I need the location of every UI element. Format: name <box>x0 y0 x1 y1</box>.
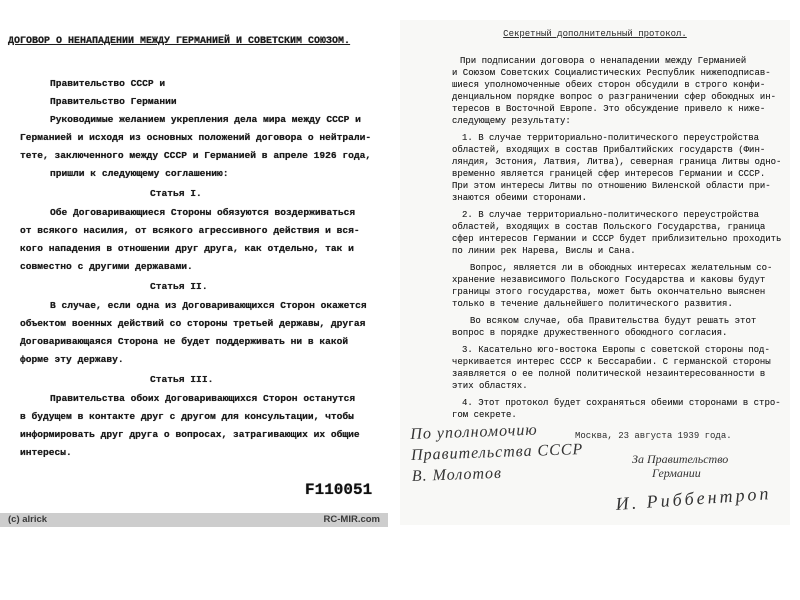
protocol-paragraph <box>400 263 790 311</box>
article-line: объектом военных действий со стороны третьей державы, другая <box>20 318 366 329</box>
germany-signature-line: За Правительство <box>632 452 729 466</box>
article-line: в будущем в контакте друг с другом для консультации, чтобы <box>20 411 354 422</box>
protocol-line: хранение независимого Польского Государства и каковы будут <box>452 275 766 285</box>
protocol-line: Вопрос, является ли в обоюдных интересах желательным со- <box>470 263 773 273</box>
article-line: В случае, если одна из Договаривающихся Сторон окажется <box>50 300 367 311</box>
preamble-line: Руководимые желанием укрепления дела мира между СССР и <box>50 114 361 125</box>
protocol-line: временно является границей сфер интересов Германии и СССР. <box>452 169 766 179</box>
protocol-line: 1. В случае территориально-политического переустройства <box>462 133 760 143</box>
protocol-paragraph <box>400 345 790 393</box>
ussr-signature <box>410 418 584 487</box>
party-line: Правительство СССР и <box>50 78 166 89</box>
protocol-line: по линии рек Нарева, Вислы и Сана. <box>452 246 636 256</box>
image-credit-bar <box>0 513 388 527</box>
article-heading: Статья III. <box>150 374 214 385</box>
protocol-paragraph <box>400 133 790 205</box>
protocol-line: При этом интересы Литвы по отношению Виленской области при- <box>452 181 771 191</box>
protocol-line: гом секрете. <box>452 410 517 420</box>
preamble-line: пришли к следующему соглашению: <box>50 168 229 179</box>
protocol-line: денциальном порядке вопрос о разграничении сфер обоюдных ин- <box>452 92 777 102</box>
protocol-line: 4. Этот протокол будет сохраняться обеими сторонами в стро- <box>462 398 781 408</box>
protocol-line: ляндия, Эстония, Латвия, Литва), северная граница Литвы одно- <box>452 157 782 167</box>
protocol-line: следующему результату: <box>452 116 571 126</box>
article-line: форме эту державу. <box>20 354 124 365</box>
article-heading: Статья I. <box>150 188 202 199</box>
signature-line: По уполномочию <box>410 421 538 443</box>
signature-line: В. Молотов <box>411 464 503 485</box>
protocol-paragraph <box>400 210 790 258</box>
protocol-paragraph <box>400 56 790 128</box>
protocol-line: только в течение дальнейшего политического развития. <box>452 299 733 309</box>
signature-line: Правительства СССР <box>410 440 584 464</box>
treaty-title: ДОГОВОР О НЕНАПАДЕНИИ МЕЖДУ ГЕРМАНИЕЙ И СОВЕТСКИМ СОЮЗОМ. <box>8 36 351 47</box>
protocol-title: Секретный дополнительный протокол. <box>503 29 687 39</box>
protocol-line: 3. Касательно юго-востока Европы с советской стороны под- <box>462 345 770 355</box>
treaty-body <box>0 78 388 465</box>
secret-protocol-page-scan <box>400 20 790 525</box>
article-line: от всякого насилия, от всякого агрессивного действия и вся- <box>20 225 360 236</box>
preamble-line: тете, заключенного между СССР и Германией в апреле 1926 года, <box>20 150 372 161</box>
protocol-line: знаются обеими сторонами. <box>452 193 588 203</box>
protocol-line: и Союзом Советских Социалистических Республик нижеподписав- <box>452 68 771 78</box>
article-line: информировать друг друга о вопросах, затрагивающих их общие <box>20 429 360 440</box>
protocol-line: границы этого государства, может быть окончательно выяснен <box>452 287 766 297</box>
protocol-line: вопрос в порядке дружественного обоюдного согласия. <box>452 328 728 338</box>
protocol-line: этих областях. <box>452 381 528 391</box>
protocol-line: областей, входящих в состав Прибалтийских государств (Фин- <box>452 145 766 155</box>
protocol-line: 2. В случае территориально-политического переустройства <box>462 210 760 220</box>
protocol-line: шиеся уполномоченные обеих сторон обсудили в строго конфи- <box>452 80 766 90</box>
protocol-paragraph <box>400 316 790 340</box>
protocol-line: черкивается интерес СССР к Бессарабии. С германской стороны <box>452 357 771 367</box>
germany-signature: И. Риббентроп <box>615 483 773 514</box>
preamble-line: Германией и исходя из основных положений договора о нейтрали- <box>20 132 372 143</box>
party-line: Правительство Германии <box>50 96 177 107</box>
protocol-line: областей, входящих в состав Польского Государства, граница <box>452 222 766 232</box>
protocol-line: заявляется о ее полной политической незаинтересованности в <box>452 369 766 379</box>
article-line: совместно с другими державами. <box>20 261 193 272</box>
protocol-line: Во всяком случае, оба Правительства будут решать этот <box>470 316 757 326</box>
protocol-line: тересов в Восточной Европе. Это обсуждение привело к ниже- <box>452 104 766 114</box>
article-line: интересы. <box>20 447 72 458</box>
article-heading: Статья II. <box>150 281 208 292</box>
protocol-paragraph <box>400 398 790 422</box>
germany-signature-line: Германии <box>652 466 701 480</box>
article-line: Правительства обоих Договаривающихся Сторон останутся <box>50 393 356 404</box>
protocol-line: При подписании договора о ненападении между Германией <box>460 56 747 66</box>
article-line: кого нападения в отношении друг друга, как отдельно, так и <box>20 243 354 254</box>
treaty-page-scan <box>0 25 388 527</box>
copyright-text: (c) alrick <box>8 514 48 525</box>
article-line: Обе Договаривающиеся Стороны обязуются воздерживаться <box>50 207 356 218</box>
protocol-line: сфер интересов Германии и СССР будет приблизительно проходить <box>452 234 782 244</box>
site-credit: RC-MIR.com <box>323 514 380 525</box>
place-and-date: Москва, 23 августа 1939 года. <box>575 431 732 441</box>
protocol-body <box>400 56 790 422</box>
article-line: Договаривающаяся Сторона не будет поддерживать ни в какой <box>20 336 349 347</box>
document-number: F110051 <box>305 481 373 499</box>
